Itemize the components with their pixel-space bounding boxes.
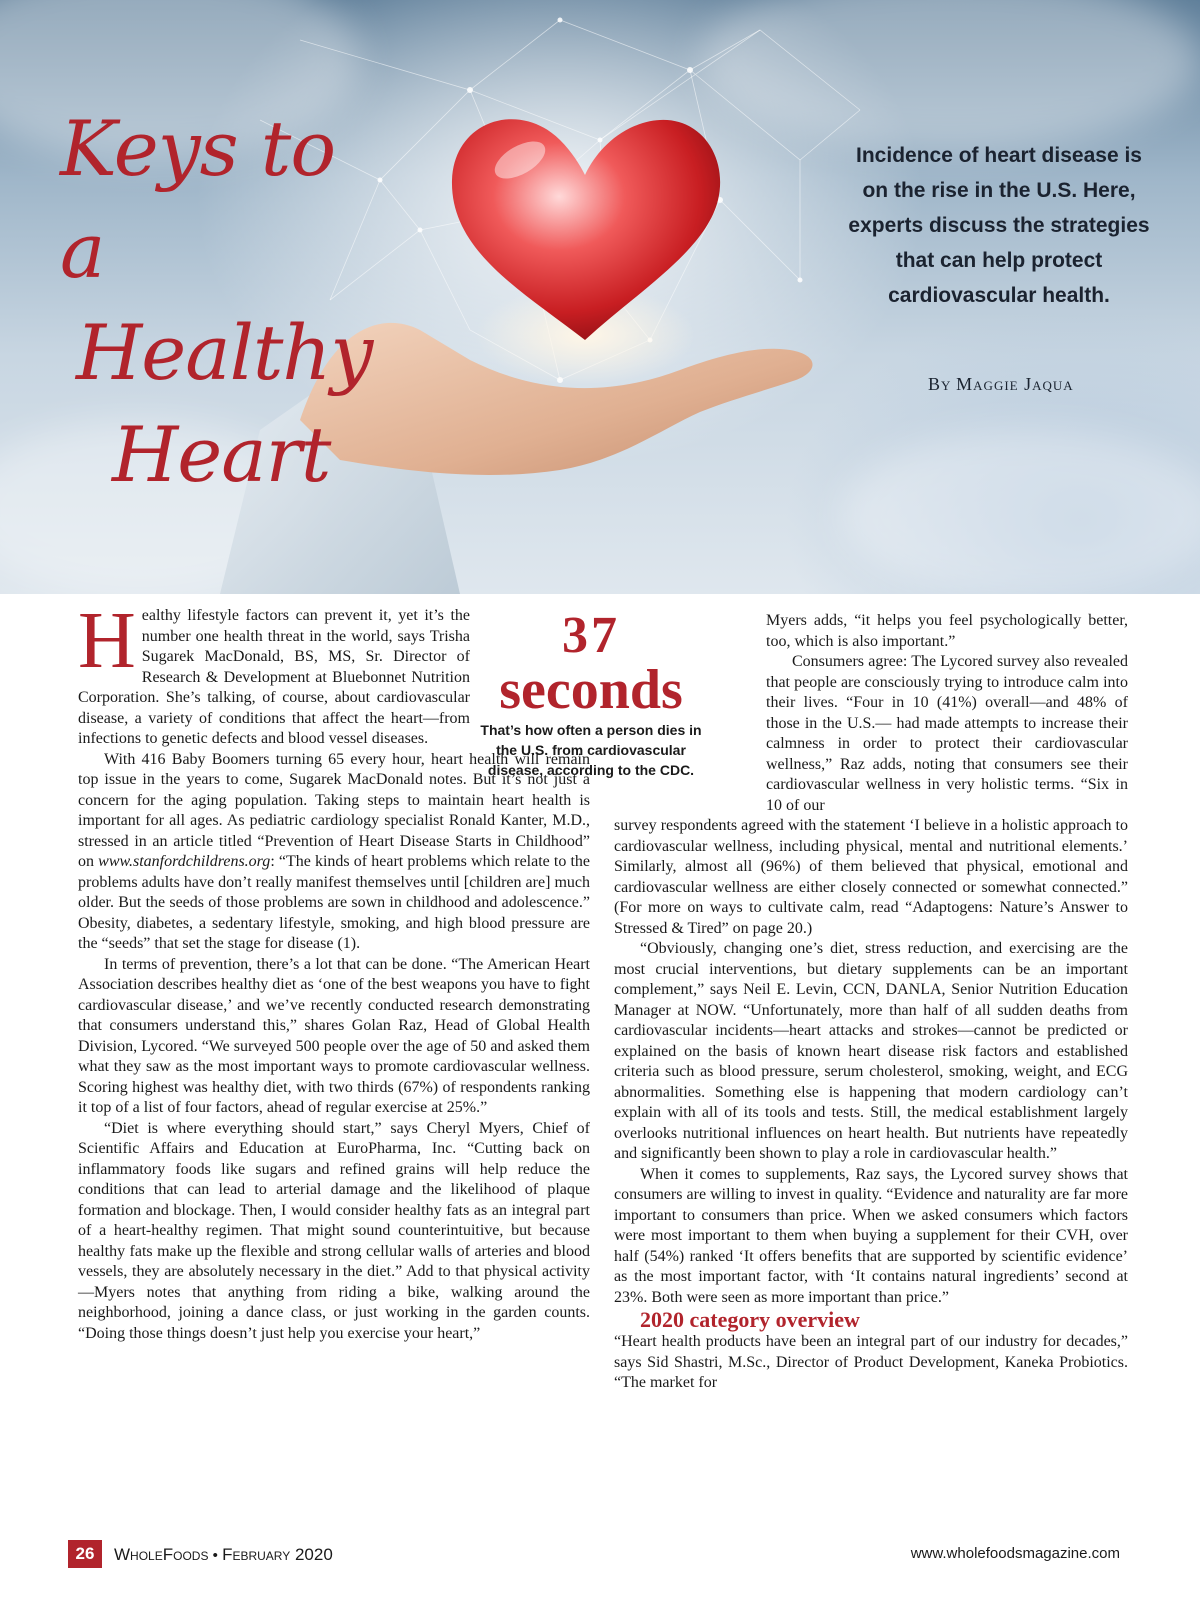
paragraph: “Heart health products have been an integral part of our industry for decades,” says Sid Shastri, M.Sc., Director of Product Development, Kaneka Probiotics. “The market for: [614, 1333, 1128, 1391]
byline-author: Maggie Jaqua: [956, 374, 1074, 394]
paragraph: When it comes to supplements, Raz says, the Lycored survey shows that consumers are willing to invest in quality. “Evidence and naturality are far more important to consumers than price. When we asked consumers which factors were most important to them when buying a supplement for their CVH, over half (54%) ranked ‘It offers benefits that are supported by scientific evidence’ as the most important factor, with ‘It contains natural ingredients’ second at 23%. Both were seen as more important than price.”: [614, 1165, 1128, 1306]
byline: [928, 374, 1074, 395]
page-number: 26: [68, 1540, 102, 1568]
paragraph: Consumers agree: The Lycored survey also revealed that people are consciously trying to introduce calm into their lives. “Four in 10 (41%) overall—and 48% of those in the U.S.— had made attempts to increase their calmness in order to protect their cardiovascular wellness,” Raz adds, noting that consumers see their cardiovascular wellness in very holistic terms. “Six in 10 of our: [766, 653, 1128, 814]
magazine-issue: [114, 1545, 333, 1565]
drop-cap: H: [78, 597, 136, 685]
left-column-top: [78, 597, 470, 750]
article-title: [60, 98, 380, 506]
magazine-url[interactable]: www.wholefoodsmagazine.com: [910, 1545, 1120, 1562]
paragraph-text: : “The kinds of heart problems which relate to the problems adults have don’t really manifest themselves until [children are] much older. But the seeds of those problems are sown in childhood and adolescence.” Obesity, diabetes, a sedentary lifestyle, smoking, and high blood pressure are the “seeds” that set the stage for disease (1).: [78, 853, 591, 952]
article-column-right: [614, 611, 1128, 1394]
paragraph: In terms of prevention, there’s a lot that can be done. “The American Heart Association describes healthy diet as ‘one of the best weapons you have to fight cardiovascular disease,’ and we’ve recently conducted research demonstrating that consumers understand this,” shares Golan Raz, Head of Global Health Division, Lycored. “We surveyed 500 people over the age of 50 and asked them what they saw as the most important ways to promote cardiovascular wellness. Scoring highest was healthy diet, with two thirds (67%) of respondents ranking it top of a list of four factors, ahead of regular exercise at 25%.”: [78, 955, 590, 1116]
article-deck: Incidence of heart disease is on the rise in the U.S. Here, experts discuss the strategies that can help protect cardiovascular health.: [848, 144, 1150, 307]
paragraph-text: With 416 Baby Boomers turning 65 every hour, heart health will remain top issue in the years to come, Sugarek MacDonald notes. But it’s not just a concern for the aging population. Taking steps to maintain heart health is important for all ages. As pediatric cardiology specialist Ronald Kanter, M.D., stressed in an article titled “Prevention of Heart Disease Starts in Childhood” on: [78, 750, 590, 870]
stat-unit: seconds: [499, 659, 683, 721]
magazine-name: WholeFoods: [114, 1545, 209, 1564]
issue-date: February 2020: [222, 1545, 333, 1564]
right-column-top: [766, 611, 1128, 816]
stat-caption: That’s how often a person dies in the U.S. from cardiovascular disease, according to the CDC.: [480, 722, 702, 778]
paragraph: [78, 750, 590, 955]
hero-image: [0, 0, 1200, 594]
paragraph: [78, 597, 470, 750]
title-line: Keys to a: [60, 104, 336, 295]
title-line: Healthy: [76, 308, 373, 397]
footer-separator: •: [212, 1547, 218, 1564]
paragraph-text: ealthy lifestyle factors can prevent it, yet it’s the number one health threat in the world, says Trisha Sugarek MacDonald, BS, MS, Sr. Director of Research & Development at Bluebonnet Nutrition Corporation. She’s talking, of course, about cardiovascular disease, a variety of conditions that affect the heart—from infections to genetic defects and blood vessel diseases.: [78, 607, 470, 747]
stat-number: 37: [562, 607, 620, 664]
section-heading: 2020 category overview: [640, 1307, 860, 1332]
byline-prefix: By: [928, 374, 952, 394]
paragraph: survey respondents agreed with the statement ‘I believe in a holistic approach to cardiovascular wellness, including physical, mental and nutritional elements.’ Similarly, almost all (96%) of them believed that physical, emotional and cardiovascular wellness are either closely connected or somewhat connected.” (For more on ways to cultivate calm, read “Adaptogens: Nature’s Answer to Stressed & Tired” on page 20.): [614, 817, 1128, 937]
title-line: Heart: [112, 410, 331, 499]
paragraph: “Diet is where everything should start,” says Cheryl Myers, Chief of Scientific Affairs and Education at EuroPharma, Inc. “Cutting back on inflammatory foods like sugars and refined grains will help reduce the conditions that can lead to arterial damage and the likelihood of plaque formation and blockage. Then, I would consider healthy fats as an integral part of a heart-healthy regimen. That might sound counterintuitive, but because healthy fats make up the flexible and strong cellular walls of arteries and blood vessels, they are absolutely necessary in the diet.” Add to that physical activity—Myers notes that anything from riding a bike, walking around the neighborhood, joining a dance class, or just working in the garden counts. “Doing those things doesn’t just help you exercise your heart,”: [78, 1119, 590, 1342]
article-link[interactable]: www.stanfordchildrens.org: [98, 853, 271, 870]
paragraph: “Obviously, changing one’s diet, stress reduction, and exercising are the most crucial interventions, but dietary supplements can be an important complement,” says Neil E. Levin, CCN, DANLA, Senior Nutrition Education Manager at NOW. “Unfortunately, more than half of all sudden deaths from cardiovascular incidents—heart attacks and strokes—cannot be predicted or explained on the basis of known heart disease risk factors and established criteria such as blood pressure, serum cholesterol, smoking, weight, and ECG abnormalities. Something else is happening that modern cardiology can’t explain with all of its tools and tests. Still, the medical establishment largely overlooks nutritional influences on heart health. But nutrients have repeatedly and significantly been shown to play a role in cardiovascular health.”: [614, 940, 1128, 1162]
paragraph: Myers adds, “it helps you feel psychologically better, too, which is also important.”: [766, 612, 1128, 650]
